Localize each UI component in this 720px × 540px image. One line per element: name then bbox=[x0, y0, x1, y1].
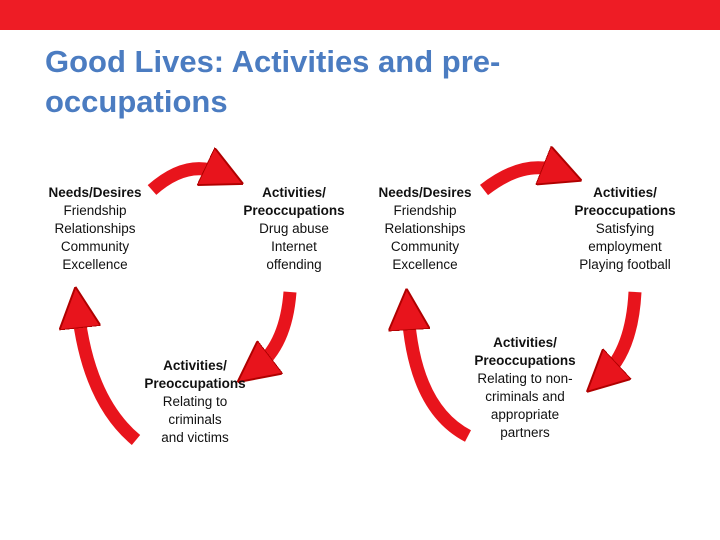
activity-item: Relating to non- bbox=[477, 371, 573, 386]
activities-heading: Activities/ Preoccupations bbox=[574, 185, 676, 218]
activity-item: Relating to bbox=[162, 394, 228, 409]
activity-item: Internet bbox=[271, 239, 317, 254]
needs-item: Friendship bbox=[63, 203, 127, 218]
arrow-activities-to-bottom-left bbox=[256, 292, 290, 368]
activity-item: criminals bbox=[168, 412, 222, 427]
needs-item: Community bbox=[60, 239, 130, 254]
activity-item: employment bbox=[588, 239, 662, 254]
arrow-activities-to-bottom-right bbox=[604, 292, 635, 376]
needs-heading: Needs/Desires bbox=[378, 185, 472, 200]
activity-item: partners bbox=[500, 425, 550, 440]
arrow-bottom-to-needs-left bbox=[78, 310, 136, 440]
slide-title: Good Lives: Activities and pre-occupations bbox=[45, 44, 501, 119]
activities-heading: Activities/ Preoccupations bbox=[243, 185, 345, 218]
needs-desires-right bbox=[360, 184, 490, 274]
needs-desires-left bbox=[30, 184, 160, 274]
activity-item: Satisfying bbox=[595, 221, 655, 236]
needs-item: Friendship bbox=[393, 203, 457, 218]
needs-heading: Needs/Desires bbox=[48, 185, 142, 200]
activity-item: Playing football bbox=[579, 257, 671, 272]
activities-heading: Activities/ Preoccupations bbox=[144, 358, 246, 391]
activity-item: offending bbox=[266, 257, 322, 272]
activities-bottom-left-cycle bbox=[132, 357, 258, 447]
needs-item: Relationships bbox=[54, 221, 136, 236]
activity-item: Drug abuse bbox=[259, 221, 329, 236]
activities-right-right-cycle bbox=[560, 184, 690, 274]
activities-bottom-right-cycle bbox=[460, 334, 590, 442]
activities-heading: Activities/ Preoccupations bbox=[474, 335, 576, 368]
needs-item: Relationships bbox=[384, 221, 466, 236]
activities-right-left-cycle bbox=[230, 184, 358, 274]
activity-item: appropriate bbox=[490, 407, 560, 422]
activity-item: criminals and bbox=[485, 389, 565, 404]
needs-item: Community bbox=[390, 239, 460, 254]
activity-item: and victims bbox=[161, 430, 229, 445]
arrow-needs-to-activities-left bbox=[152, 169, 222, 190]
needs-item: Excellence bbox=[392, 257, 458, 272]
needs-item: Excellence bbox=[62, 257, 128, 272]
arrow-bottom-to-needs-right bbox=[408, 312, 468, 436]
arrow-needs-to-activities-right bbox=[484, 168, 560, 190]
